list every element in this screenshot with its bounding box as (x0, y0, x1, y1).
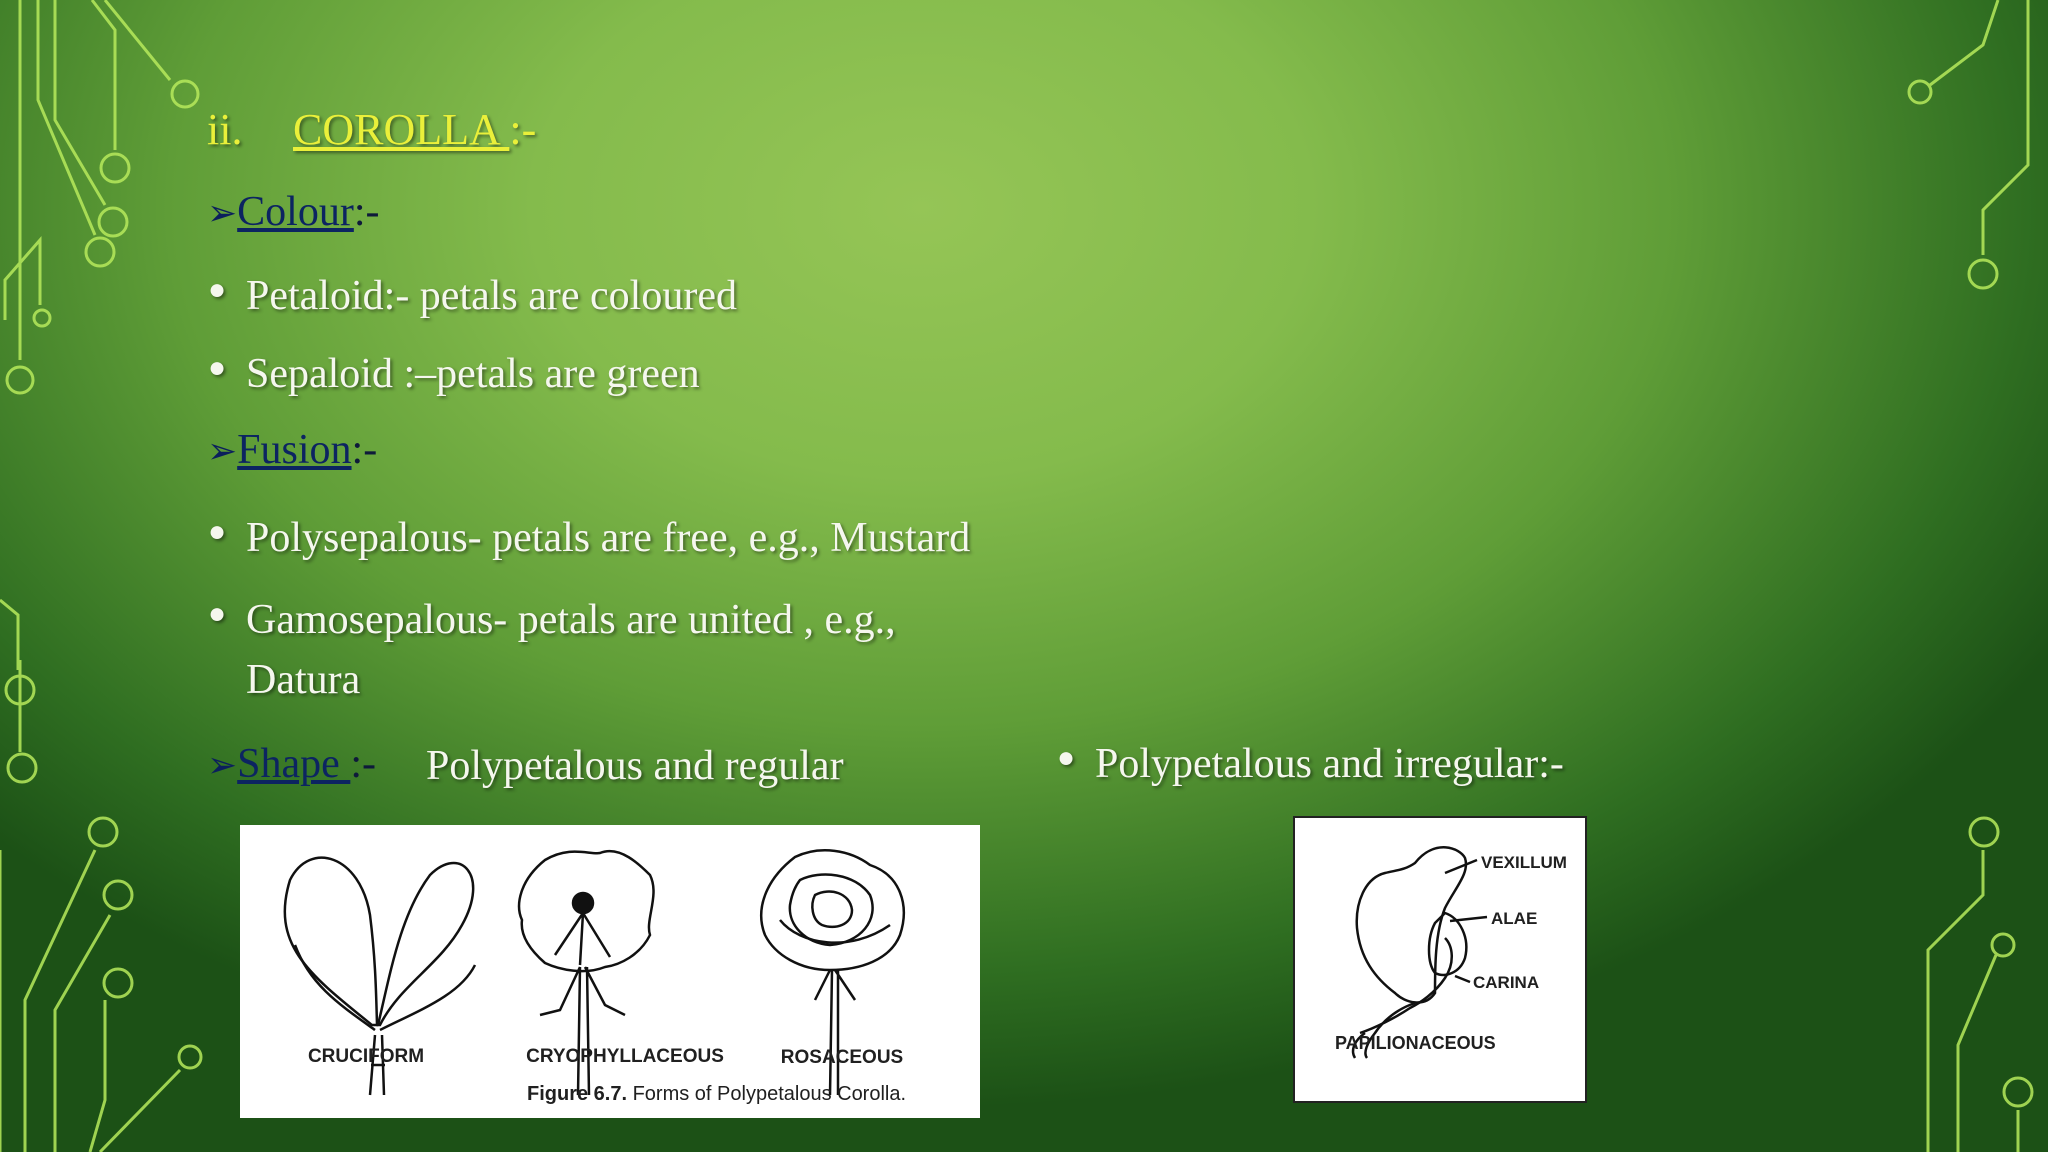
label-carina: CARINA (1473, 973, 1540, 992)
shape-regular-text (426, 736, 844, 796)
colour-suffix: :- (353, 189, 380, 235)
slide-heading (207, 104, 536, 155)
form-label-cruciform: CRUCIFORM (307, 1046, 425, 1067)
circuit-decoration-right (1898, 0, 2048, 1152)
arrow-bullet-icon: ➢ (207, 431, 238, 471)
heading-suffix: :- (509, 105, 537, 154)
circuit-decoration-left (0, 0, 230, 1152)
polysepalous-text: Polysepalous- petals are free, e.g., Mustard (246, 515, 971, 561)
heading-title: COROLLA (293, 105, 510, 154)
figure-caption: Figure 6.7. Forms of Polypetalous Corolla. (527, 1083, 907, 1105)
gamosepalous-text: Gamosepalous- petals are united , e.g., (246, 597, 896, 643)
regular-label: Polypetalous and regular (426, 743, 844, 789)
shape-suffix: :- (350, 741, 376, 787)
list-item (208, 266, 1008, 326)
arrow-bullet-icon: ➢ (207, 193, 238, 233)
figure-irregular-corolla (1293, 816, 1587, 1103)
arrow-bullet-icon: ➢ (207, 745, 238, 785)
label-alae: ALAE (1491, 909, 1538, 928)
figure-regular-corolla (240, 825, 980, 1118)
heading-number: ii. (207, 105, 243, 154)
bullet-dot-icon: ● (208, 273, 227, 306)
label-vexillum: VEXILLUM (1481, 853, 1567, 872)
sepaloid-text: Sepaloid :–petals are green (246, 351, 700, 397)
figure-regular-drawing (240, 825, 980, 1118)
gamosepalous-example: Datura (246, 657, 361, 703)
form-label-cryophyllaceous: CRYOPHYLLACEOUS (526, 1046, 724, 1067)
form-label-rosaceous: ROSACEOUS (780, 1047, 904, 1068)
irregular-label: Polypetalous and irregular:- (1095, 741, 1564, 787)
bullet-dot-icon: ● (208, 515, 227, 548)
fusion-suffix: :- (351, 427, 378, 473)
colour-subheading (207, 188, 380, 236)
fusion-label: Fusion (237, 427, 352, 473)
bullet-dot-icon: ● (208, 351, 227, 384)
shape-label: Shape (237, 741, 351, 787)
list-item (208, 508, 1108, 568)
list-item (208, 590, 1108, 710)
list-item (1057, 734, 1757, 794)
fusion-subheading (207, 426, 377, 474)
shape-subheading (207, 740, 376, 788)
colour-label: Colour (237, 189, 354, 235)
bullet-dot-icon: ● (1057, 741, 1076, 774)
label-papilionaceous: PAPILIONACEOUS (1335, 1033, 1496, 1053)
petaloid-text: Petaloid:- petals are coloured (246, 273, 737, 319)
figure-irregular-drawing (1295, 818, 1585, 1101)
bullet-dot-icon: ● (208, 597, 227, 630)
list-item (208, 344, 1008, 404)
papilionaceous-flower-icon (1353, 847, 1466, 1058)
